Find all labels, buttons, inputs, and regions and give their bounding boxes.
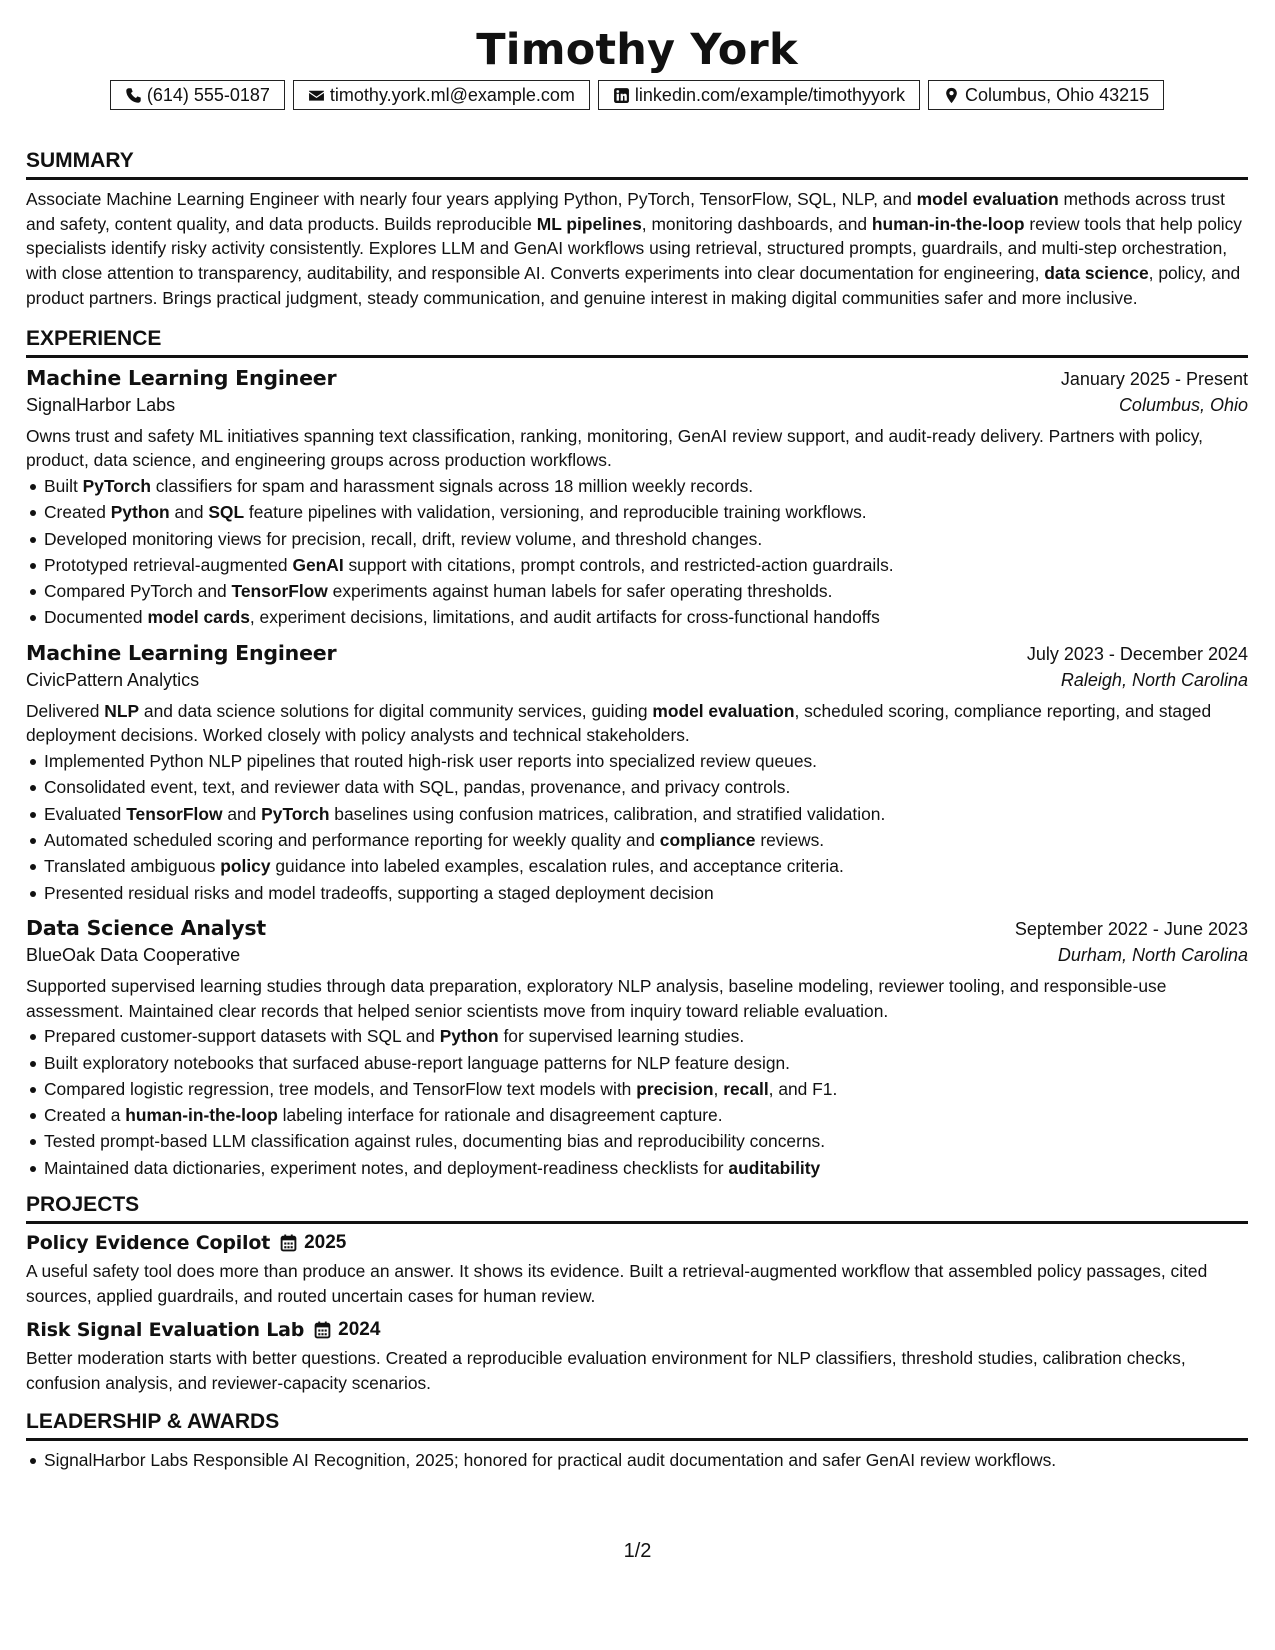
bullet-item bbox=[44, 827, 1248, 853]
text-segment: classifiers for spam and harassment signals across 18 million weekly records. bbox=[150, 475, 754, 496]
bullet-item bbox=[44, 552, 1248, 578]
text-segment: , bbox=[713, 1078, 724, 1099]
job-header bbox=[26, 366, 1248, 390]
text-segment: Translated ambiguous bbox=[44, 856, 221, 877]
job-title: Data Science Analyst bbox=[26, 915, 266, 940]
emphasis-text: precision bbox=[636, 1078, 714, 1099]
text-segment: feature pipelines with validation, versioning, and reproducible training workflows. bbox=[244, 502, 867, 523]
map-pin-icon bbox=[943, 87, 960, 104]
text-segment: Associate Machine Learning Engineer with nearly four years applying Python, PyTorch, TensorFlow, SQL, NLP, and bbox=[26, 189, 917, 209]
calendar-icon bbox=[314, 1321, 331, 1339]
contact-bar bbox=[26, 80, 1248, 110]
emphasis-text: human-in-the-loop bbox=[871, 213, 1025, 234]
project-entry bbox=[26, 1232, 1248, 1308]
text-segment: Created a bbox=[44, 1105, 126, 1126]
text-segment: Consolidated event, text, and reviewer data with SQL, pandas, provenance, and privacy controls. bbox=[44, 777, 791, 798]
text-segment: Prepared customer-support datasets with SQL and bbox=[44, 1026, 440, 1047]
job-description bbox=[26, 974, 1248, 1023]
project-description: A useful safety tool does more than produce an answer. It shows its evidence. Built a retrieval-augmented workflow that assembled policy passages, cited sources, applied guardrails, and routed uncertain cases for human review. bbox=[26, 1261, 1208, 1306]
job-subheader bbox=[26, 395, 1248, 416]
emphasis-text: NLP bbox=[104, 700, 140, 721]
text-segment: and bbox=[222, 803, 262, 824]
text-segment: reviews. bbox=[755, 830, 825, 850]
bullet-item bbox=[44, 499, 1248, 525]
job-location: Raleigh, North Carolina bbox=[1060, 669, 1248, 690]
bullet-item bbox=[44, 1076, 1248, 1102]
text-segment: Evaluated bbox=[44, 803, 127, 824]
contact-email[interactable] bbox=[293, 80, 590, 110]
calendar-icon bbox=[280, 1234, 297, 1252]
company-name: CivicPattern Analytics bbox=[26, 669, 200, 690]
contact-location bbox=[928, 80, 1164, 110]
job-title: Machine Learning Engineer bbox=[26, 640, 337, 665]
emphasis-text: human-in-the-loop bbox=[125, 1105, 278, 1126]
company-name: SignalHarbor Labs bbox=[26, 394, 176, 415]
text-segment: Prototyped retrieval-augmented bbox=[44, 554, 293, 575]
job-dates: September 2022 - June 2023 bbox=[1014, 918, 1248, 939]
emphasis-text: SQL bbox=[208, 502, 245, 523]
project-title: Risk Signal Evaluation Lab bbox=[26, 1319, 305, 1342]
project-year-text: 2025 bbox=[304, 1232, 347, 1254]
emphasis-text: Python bbox=[110, 502, 170, 523]
job-bullets bbox=[26, 748, 1248, 906]
text-segment: , experiment decisions, limitations, and audit artifacts for cross-functional handoffs bbox=[249, 607, 880, 628]
text-segment: Presented residual risks and model tradeoffs, supporting a staged deployment decision bbox=[44, 882, 714, 903]
candidate-name: Timothy York bbox=[476, 25, 798, 75]
emphasis-text: policy bbox=[220, 856, 271, 877]
bullet-item bbox=[44, 853, 1248, 879]
bullet-item bbox=[44, 1102, 1248, 1128]
text-segment: review tools that help policy specialists identify risky activity consistently. Explores LLM and GenAI workflows using retrieval, structured prompts, guardrails, and multi-step orchestration, with close attention to transparency, auditability, and responsible AI. Converts experiments into clear documentation for engineering, bbox=[26, 213, 1242, 284]
experience-heading: EXPERIENCE bbox=[26, 325, 1248, 358]
emphasis-text: auditability bbox=[728, 1157, 821, 1178]
job-bullets bbox=[26, 473, 1248, 631]
emphasis-text: Python bbox=[439, 1026, 499, 1047]
job-location: Columbus, Ohio bbox=[1118, 394, 1248, 415]
job-location: Durham, North Carolina bbox=[1057, 944, 1248, 965]
summary-heading: SUMMARY bbox=[26, 147, 1248, 180]
page-number: 1/2 bbox=[623, 1540, 652, 1562]
bullet-item bbox=[44, 1023, 1248, 1049]
company-name: BlueOak Data Cooperative bbox=[26, 944, 241, 965]
bullet-item bbox=[44, 880, 1248, 906]
text-segment: methods across trust and safety, content quality, and data products. Builds reproducible bbox=[26, 189, 1225, 234]
text-segment: for supervised learning studies. bbox=[498, 1026, 745, 1047]
emphasis-text: PyTorch bbox=[261, 803, 330, 824]
text-segment: Implemented Python NLP pipelines that routed high-risk user reports into specialized review queues. bbox=[44, 751, 818, 772]
phone-number: (614) 555-0187 bbox=[146, 84, 270, 105]
emphasis-text: TensorFlow bbox=[231, 581, 328, 602]
job-header bbox=[26, 916, 1248, 940]
emphasis-text: PyTorch bbox=[82, 475, 151, 496]
job-description bbox=[26, 424, 1248, 473]
text-segment: Owns trust and safety ML initiatives spanning text classification, ranking, monitoring, GenAI review support, and audit-ready delivery. Partners with policy, product, data science, and engineering groups across production workflows. bbox=[26, 425, 1203, 471]
resume-page bbox=[26, 0, 1248, 1473]
award-item: SignalHarbor Labs Responsible AI Recognition, 2025; honored for practical audit documentation and safer GenAI review workflows. bbox=[44, 1447, 1248, 1473]
project-year-text: 2024 bbox=[338, 1319, 381, 1341]
experience-list bbox=[26, 366, 1248, 1182]
location-text: Columbus, Ohio 43215 bbox=[965, 84, 1150, 105]
emphasis-text: ML pipelines bbox=[536, 213, 642, 234]
text-segment: , scheduled scoring, compliance reporting, and staged deployment decisions. Worked closely with policy analysts and technical stakeholders. bbox=[26, 700, 1212, 746]
project-year bbox=[314, 1319, 380, 1341]
email-address: timothy.york.ml@example.com bbox=[329, 84, 575, 105]
job-dates: July 2023 - December 2024 bbox=[1026, 643, 1248, 664]
emphasis-text: recall bbox=[723, 1078, 769, 1099]
bullet-item bbox=[44, 526, 1248, 552]
text-segment: Maintained data dictionaries, experiment notes, and deployment-readiness checklists for bbox=[44, 1157, 729, 1178]
text-segment: Tested prompt-based LLM classification against rules, documenting bias and reproducibility concerns. bbox=[44, 1131, 826, 1152]
job-entry bbox=[26, 916, 1248, 1181]
project-year bbox=[280, 1232, 346, 1254]
job-subheader bbox=[26, 670, 1248, 691]
job-entry bbox=[26, 641, 1248, 906]
text-segment: support with citations, prompt controls, and restricted-action guardrails. bbox=[343, 554, 894, 575]
emphasis-text: model evaluation bbox=[916, 189, 1059, 209]
project-header bbox=[26, 1319, 1248, 1341]
job-entry bbox=[26, 366, 1248, 631]
text-segment: , monitoring dashboards, and bbox=[641, 213, 872, 234]
bullet-item bbox=[44, 801, 1248, 827]
bullet-item bbox=[44, 1050, 1248, 1076]
text-segment: Created bbox=[44, 502, 111, 523]
job-subheader bbox=[26, 945, 1248, 966]
emphasis-text: TensorFlow bbox=[126, 803, 223, 824]
text-segment: , and F1. bbox=[768, 1078, 838, 1099]
text-segment: and data science solutions for digital community services, guiding bbox=[139, 700, 653, 721]
emphasis-text: model evaluation bbox=[652, 700, 795, 721]
text-segment: experiments against human labels for safer operating thresholds. bbox=[327, 581, 833, 602]
job-header bbox=[26, 641, 1248, 665]
emphasis-text: data science bbox=[1044, 263, 1149, 284]
project-entry bbox=[26, 1319, 1248, 1395]
emphasis-text: GenAI bbox=[292, 554, 344, 575]
bullet-item bbox=[44, 578, 1248, 604]
bullet-item bbox=[44, 604, 1248, 630]
phone-icon bbox=[125, 87, 142, 104]
projects-heading: PROJECTS bbox=[26, 1191, 1248, 1224]
bullet-item bbox=[44, 774, 1248, 800]
text-segment: guidance into labeled examples, escalation rules, and acceptance criteria. bbox=[270, 856, 844, 877]
project-description: Better moderation starts with better questions. Created a reproducible evaluation environment for NLP classifiers, threshold studies, calibration checks, confusion analysis, and reviewer-capacity scenarios. bbox=[26, 1348, 1186, 1394]
job-description bbox=[26, 699, 1248, 748]
text-segment: Supported supervised learning studies through data preparation, exploratory NLP analysis, baseline modeling, reviewer tooling, and responsible-use assessment. Maintained clear records that helped senior scientists move from inquiry toward reliable evaluation. bbox=[26, 975, 1167, 1021]
summary-text bbox=[26, 187, 1248, 311]
text-segment: baselines using confusion matrices, calibration, and stratified validation. bbox=[329, 803, 886, 824]
projects-list bbox=[26, 1232, 1248, 1396]
project-title: Policy Evidence Copilot bbox=[26, 1232, 271, 1255]
emphasis-text: model cards bbox=[147, 607, 250, 628]
project-header bbox=[26, 1232, 1248, 1254]
text-segment: Documented bbox=[44, 607, 148, 628]
bullet-item bbox=[44, 1155, 1248, 1181]
job-title: Machine Learning Engineer bbox=[26, 365, 337, 390]
envelope-icon bbox=[308, 87, 325, 104]
linkedin-url: linkedin.com/example/timothyyork bbox=[634, 84, 906, 105]
text-segment: Built bbox=[44, 475, 83, 496]
text-segment: Compared logistic regression, tree models, and TensorFlow text models with bbox=[44, 1078, 637, 1099]
emphasis-text: compliance bbox=[659, 830, 756, 850]
text-segment: Built exploratory notebooks that surfaced abuse-report language patterns for NLP feature design. bbox=[44, 1052, 791, 1073]
job-bullets bbox=[26, 1023, 1248, 1181]
bullet-item bbox=[44, 748, 1248, 774]
leadership-heading: LEADERSHIP & AWARDS bbox=[26, 1408, 1248, 1441]
text-segment: , policy, and product partners. Brings practical judgment, steady communication, and genuine interest in making digital communities safer and more inclusive. bbox=[26, 263, 1241, 308]
job-dates: January 2025 - Present bbox=[1060, 368, 1248, 389]
bullet-item bbox=[44, 473, 1248, 499]
text-segment: Automated scheduled scoring and performance reporting for weekly quality and bbox=[44, 830, 660, 850]
contact-phone bbox=[110, 80, 285, 110]
text-segment: Delivered bbox=[26, 700, 105, 721]
contact-linkedin[interactable] bbox=[598, 80, 920, 110]
bullet-item bbox=[44, 1128, 1248, 1154]
text-segment: Developed monitoring views for precision, recall, drift, review volume, and threshold changes. bbox=[44, 528, 763, 549]
linkedin-icon bbox=[613, 87, 630, 104]
text-segment: labeling interface for rationale and disagreement capture. bbox=[277, 1105, 723, 1126]
leadership-list bbox=[26, 1447, 1248, 1473]
text-segment: and bbox=[169, 502, 209, 523]
text-segment: Compared PyTorch and bbox=[44, 581, 232, 602]
